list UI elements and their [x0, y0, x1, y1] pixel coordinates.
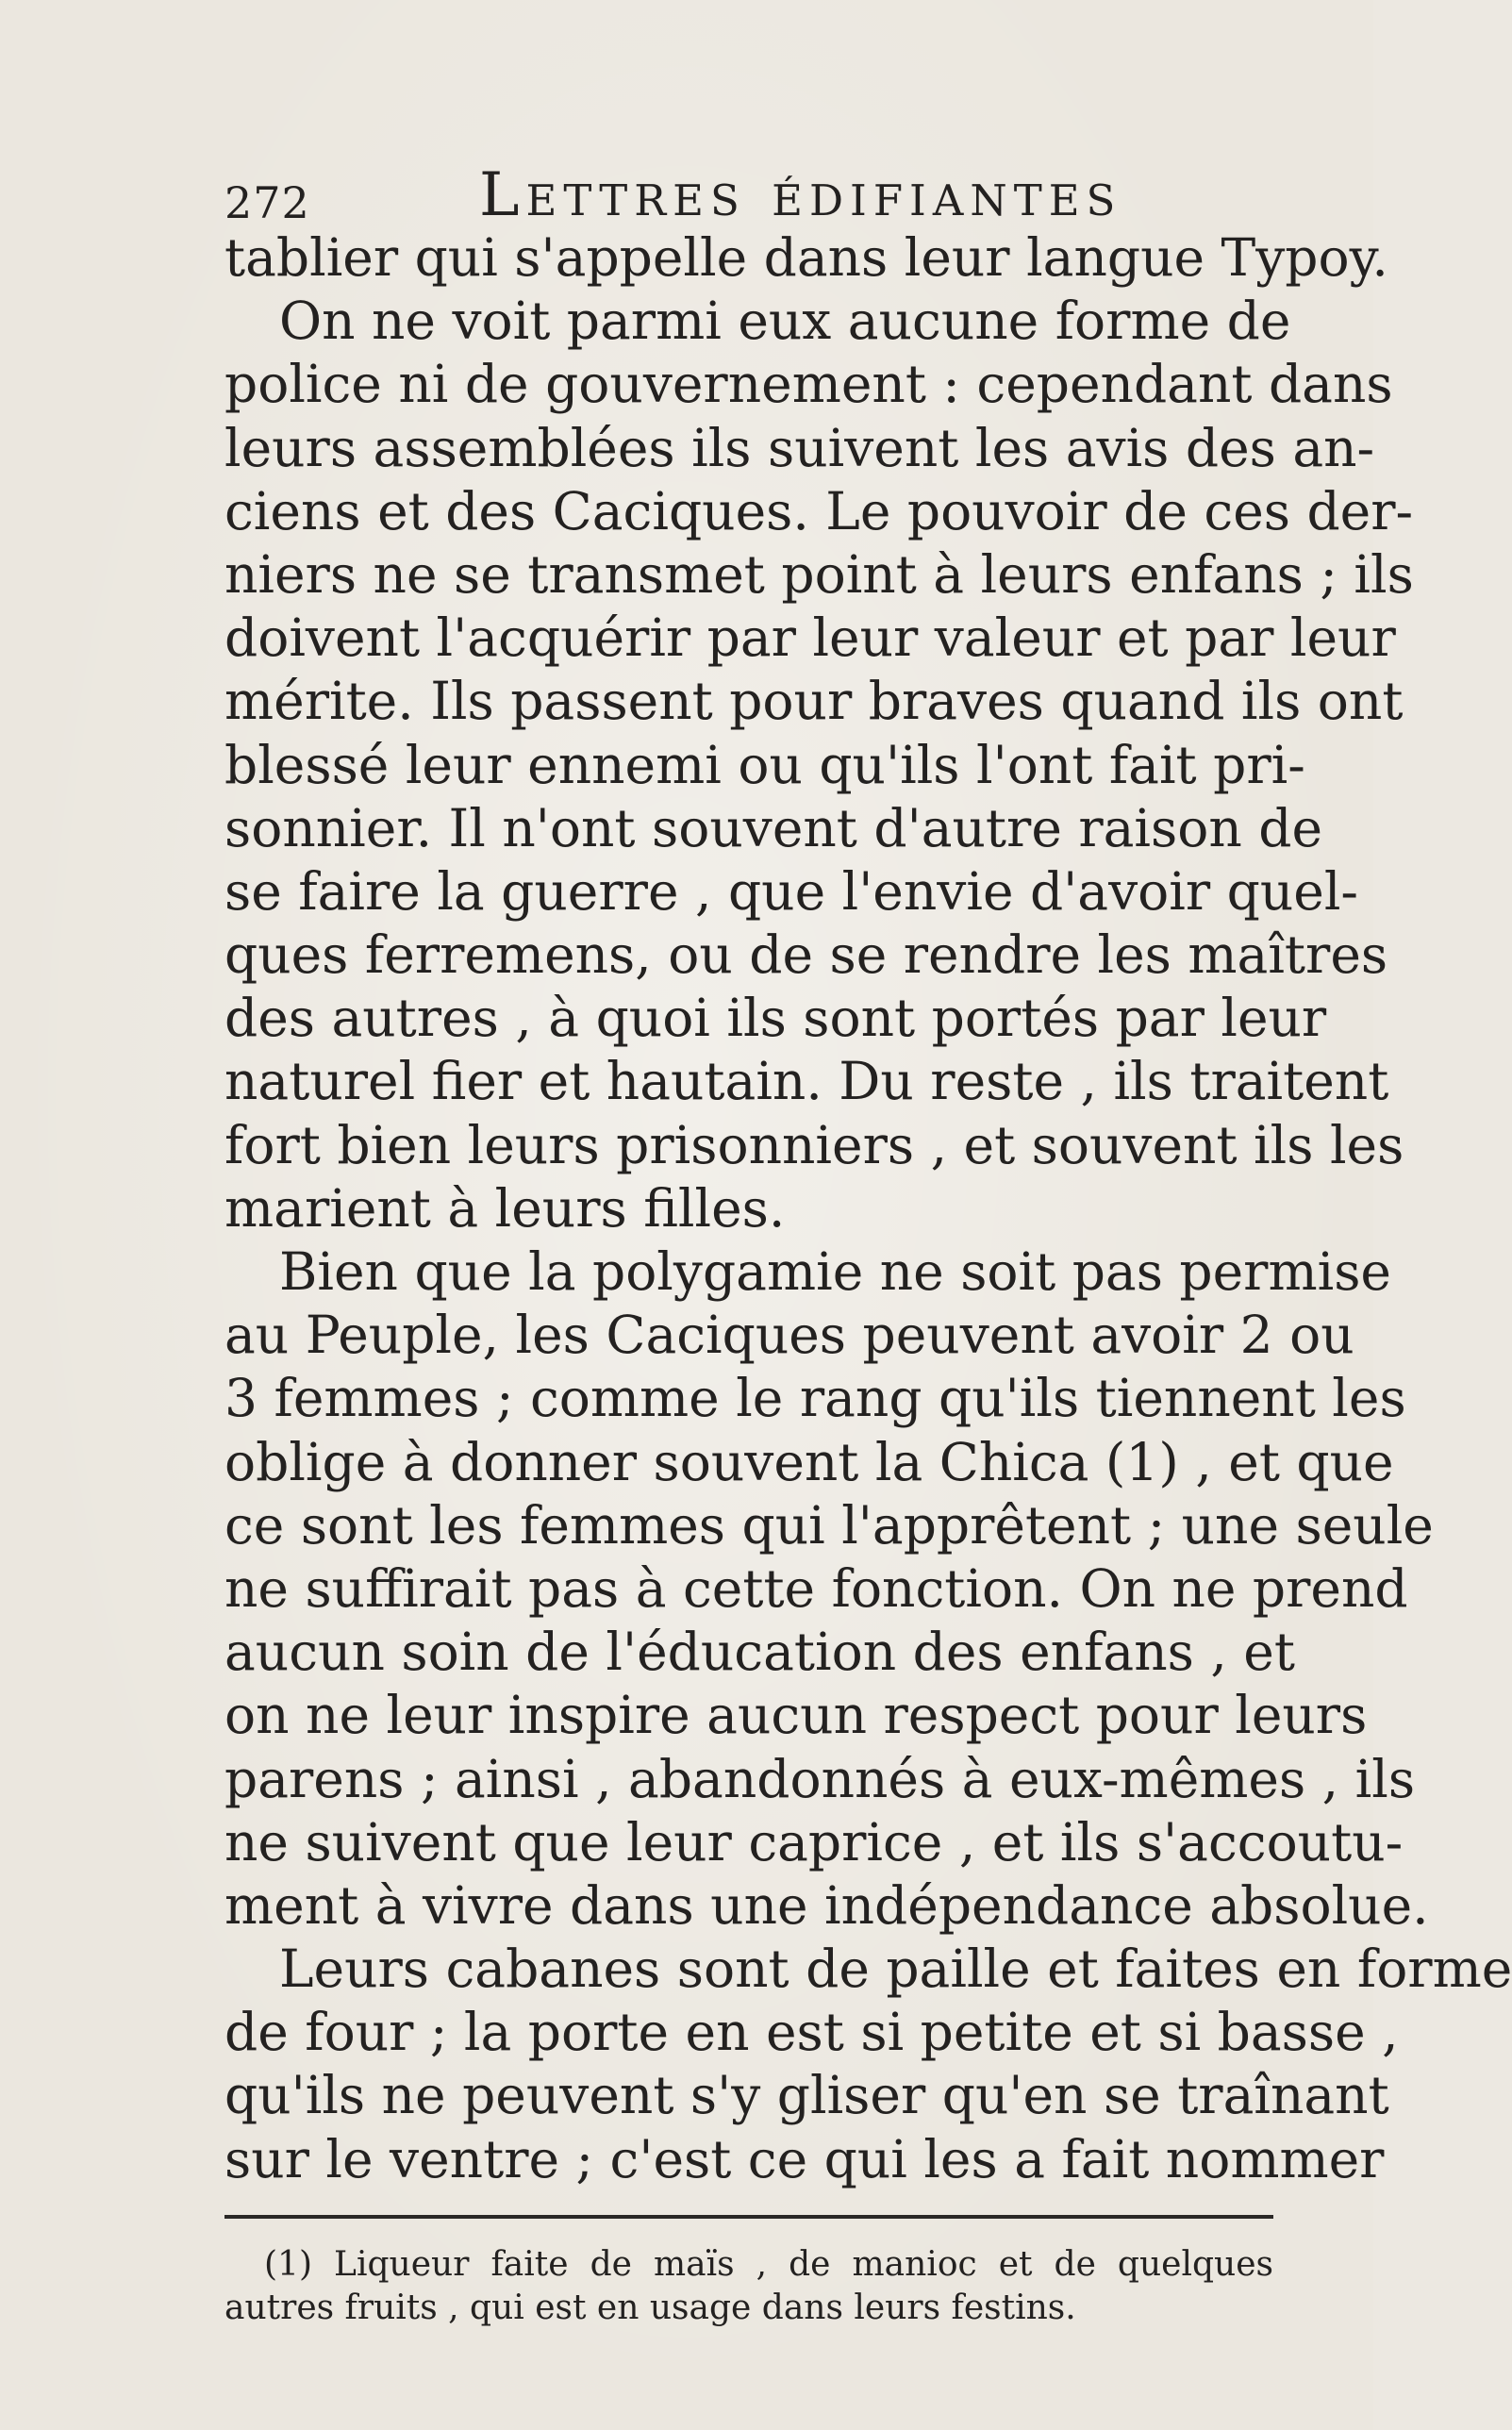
- text-line: ment à vivre dans une indépendance absolue.: [224, 1874, 1429, 1936]
- text-line: ciens et des Caciques. Le pouvoir de ces der-: [224, 480, 1414, 541]
- running-title: Lettres édifiantes: [479, 160, 1122, 230]
- text-line: parens ; ainsi , abandonnés à eux-mêmes , ils: [224, 1748, 1416, 1809]
- body-text: [224, 226, 1512, 2191]
- text-line: qu'ils ne peuvent s'y gliser qu'en se traînant: [224, 2065, 1389, 2126]
- text-line: Bien que la polygamie ne soit pas permise: [279, 1241, 1391, 1302]
- text-line: ne suffirait pas à cette fonction. On ne prend: [224, 1557, 1408, 1619]
- text-line: Leurs cabanes sont de paille et faites en forme: [279, 1939, 1512, 2000]
- footnote-line: autres fruits , qui est en usage dans leurs festins.: [224, 2289, 1076, 2327]
- footnote: [224, 2243, 1273, 2330]
- text-line: aucun soin de l'éducation des enfans , et: [224, 1622, 1295, 1683]
- footnote-line: (1) Liqueur faite de maïs , de manioc et de quelques: [264, 2245, 1273, 2284]
- text-line: On ne voit parmi eux aucune forme de: [279, 291, 1291, 352]
- text-line: 3 femmes ; comme le rang qu'ils tiennent les: [224, 1368, 1406, 1429]
- text-line: niers ne se transmet point à leurs enfans ; ils: [224, 543, 1414, 605]
- text-line: des autres , à quoi ils sont portés par leur: [224, 988, 1327, 1049]
- text-line: on ne leur inspire aucun respect pour leurs: [224, 1685, 1368, 1746]
- text-line: police ni de gouvernement : cependant dans: [224, 354, 1393, 415]
- text-line: tablier qui s'appelle dans leur langue Typoy.: [224, 227, 1388, 288]
- page-number: 272: [224, 177, 310, 228]
- text-line: au Peuple, les Caciques peuvent avoir 2 ou: [224, 1305, 1354, 1366]
- text-line: fort bien leurs prisonniers , et souvent ils les: [224, 1114, 1404, 1175]
- text-line: ques ferremens, ou de se rendre les maîtres: [224, 924, 1388, 986]
- text-line: oblige à donner souvent la Chica (1) , et que: [224, 1431, 1394, 1492]
- text-line: se faire la guerre , que l'envie d'avoir quel-: [224, 860, 1358, 922]
- footnote-divider: [224, 2215, 1273, 2219]
- text-line: blessé leur ennemi ou qu'ils l'ont fait pri-: [224, 734, 1305, 795]
- text-line: naturel fier et hautain. Du reste , ils traitent: [224, 1051, 1389, 1112]
- text-line: ne suivent que leur caprice , et ils s'accoutu-: [224, 1811, 1404, 1872]
- text-line: ce sont les femmes qui l'apprêtent ; une seule: [224, 1494, 1434, 1556]
- text-line: sonnier. Il n'ont souvent d'autre raison de: [224, 797, 1323, 858]
- text-line: doivent l'acquérir par leur valeur et par leur: [224, 608, 1396, 669]
- page-header: [224, 160, 1168, 236]
- text-line: marient à leurs filles.: [224, 1177, 786, 1239]
- text-line: sur le ventre ; c'est ce qui les a fait nommer: [224, 2128, 1385, 2189]
- text-line: leurs assemblées ils suivent les avis des an-: [224, 417, 1375, 478]
- text-line: mérite. Ils passent pour braves quand ils ont: [224, 671, 1404, 732]
- text-line: de four ; la porte en est si petite et si basse ,: [224, 2002, 1399, 2063]
